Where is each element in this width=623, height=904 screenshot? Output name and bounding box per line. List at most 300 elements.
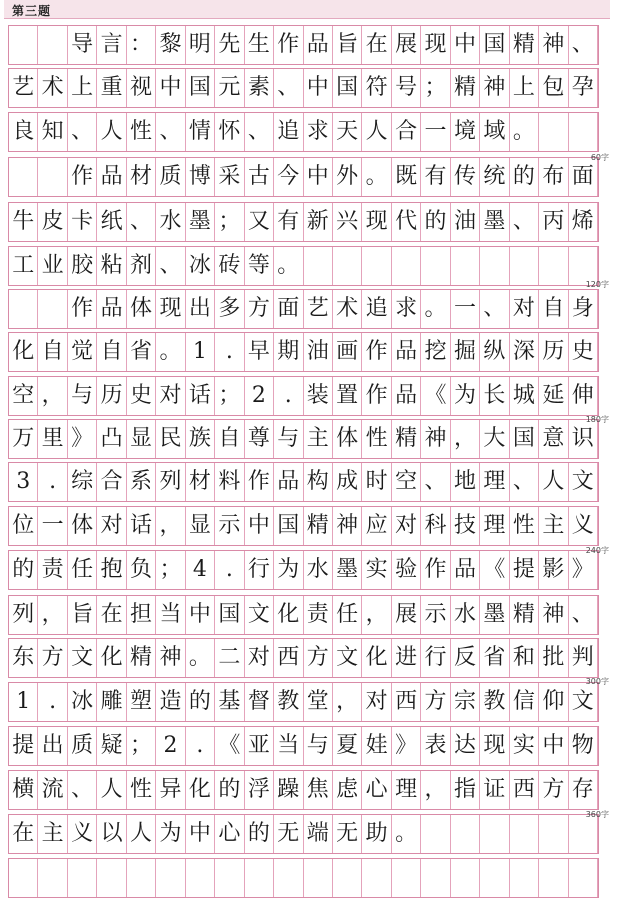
grid-cell: 砖 (215, 247, 244, 285)
grid-cell: 精 (304, 507, 333, 545)
grid-cell: 作 (68, 290, 97, 328)
grid-cell: 神 (333, 507, 362, 545)
grid-cell: . (38, 683, 67, 721)
grid-cell: 抱 (97, 551, 126, 589)
grid-cell: 质 (156, 158, 185, 196)
grid-cell: 置 (333, 377, 362, 415)
grid-cell: 材 (127, 158, 156, 196)
grid-cell: 现 (362, 203, 391, 241)
grid-cell: 担 (127, 596, 156, 634)
grid-cell (304, 859, 333, 897)
grid-cell: 4 (186, 551, 215, 589)
grid-cell: 1 (186, 333, 215, 371)
grid-cell: 验 (392, 551, 421, 589)
grid-cell: 对 (362, 683, 391, 721)
grid-cell: 达 (451, 727, 480, 765)
grid-cell: 中 (304, 69, 333, 107)
grid-cell: 和 (510, 639, 539, 677)
grid-cell (38, 26, 67, 64)
grid-cell: 话 (127, 507, 156, 545)
grid-cell: 任 (333, 596, 362, 634)
grid-cell: 文 (245, 596, 274, 634)
grid-cell: 早 (245, 333, 274, 371)
grid-cell: 精 (127, 639, 156, 677)
grid-cell: 示 (215, 507, 244, 545)
grid-cell: 工 (9, 247, 38, 285)
grid-cell: 虑 (333, 771, 362, 809)
grid-cell: 主 (539, 507, 568, 545)
grid-cell: 史 (569, 333, 598, 371)
grid-cell: 油 (451, 203, 480, 241)
grid-row (8, 726, 599, 766)
grid-cell (9, 26, 38, 64)
grid-row (8, 506, 599, 546)
grid-cell (362, 859, 391, 897)
word-count-marker-180: 180字 (585, 415, 609, 424)
grid-cell: 责 (304, 596, 333, 634)
grid-cell: 体 (333, 420, 362, 458)
grid-cell: 生 (245, 26, 274, 64)
grid-cell: 1 (9, 683, 38, 721)
grid-cell: 求 (392, 290, 421, 328)
grid-cell: 品 (274, 463, 303, 501)
grid-cell: 西 (510, 771, 539, 809)
grid-row (8, 202, 599, 242)
grid-cell: 掘 (451, 333, 480, 371)
grid-cell: 皮 (38, 203, 67, 241)
grid-cell: 历 (539, 333, 568, 371)
grid-cell: 艺 (304, 290, 333, 328)
grid-cell: 躁 (274, 771, 303, 809)
grid-cell: 追 (274, 113, 303, 151)
grid-cell (421, 859, 450, 897)
grid-cell: 《 (421, 377, 450, 415)
grid-cell: 对 (156, 377, 185, 415)
grid-cell: 多 (215, 290, 244, 328)
grid-cell: 对 (245, 639, 274, 677)
grid-cell: 采 (215, 158, 244, 196)
grid-cell: 横 (9, 771, 38, 809)
grid-cell: 先 (215, 26, 244, 64)
grid-cell: 时 (362, 463, 391, 501)
grid-cell: 传 (451, 158, 480, 196)
grid-row (8, 112, 599, 152)
grid-cell: 显 (186, 507, 215, 545)
grid-cell: 综 (68, 463, 97, 501)
grid-cell: 、 (68, 771, 97, 809)
word-count-marker-120: 120字 (585, 280, 609, 289)
grid-cell: 凸 (97, 420, 126, 458)
grid-cell: 胶 (68, 247, 97, 285)
grid-cell (333, 247, 362, 285)
grid-cell: 材 (186, 463, 215, 501)
grid-cell: 人 (97, 113, 126, 151)
grid-cell: 方 (421, 683, 450, 721)
grid-cell (38, 859, 67, 897)
grid-cell: 识 (569, 420, 598, 458)
grid-cell (68, 859, 97, 897)
grid-cell: 、 (510, 203, 539, 241)
grid-row (8, 814, 599, 854)
grid-cell: 化 (274, 596, 303, 634)
grid-cell: 与 (304, 727, 333, 765)
grid-cell: . (38, 463, 67, 501)
grid-row (8, 682, 599, 722)
grid-cell: 物 (569, 727, 598, 765)
grid-cell: 墨 (186, 203, 215, 241)
grid-cell: 疑 (97, 727, 126, 765)
grid-cell: 国 (510, 420, 539, 458)
grid-cell (539, 815, 568, 853)
grid-cell: 西 (274, 639, 303, 677)
grid-cell: 的 (510, 158, 539, 196)
grid-cell: 性 (127, 771, 156, 809)
grid-cell: 的 (215, 771, 244, 809)
grid-cell: 批 (539, 639, 568, 677)
grid-cell: 性 (510, 507, 539, 545)
grid-cell: 文 (68, 639, 97, 677)
grid-cell: 任 (68, 551, 97, 589)
grid-cell: ； (421, 69, 450, 107)
grid-cell: 夏 (333, 727, 362, 765)
grid-cell: 有 (274, 203, 303, 241)
grid-cell (539, 247, 568, 285)
grid-cell: 教 (274, 683, 303, 721)
grid-cell: 的 (245, 815, 274, 853)
grid-row (8, 462, 599, 502)
grid-cell: ， (38, 596, 67, 634)
grid-cell: 族 (186, 420, 215, 458)
grid-cell: 指 (451, 771, 480, 809)
grid-cell: 历 (97, 377, 126, 415)
grid-cell: 挖 (421, 333, 450, 371)
grid-cell: ： (127, 26, 156, 64)
grid-cell (480, 815, 509, 853)
grid-cell (304, 247, 333, 285)
grid-cell: 万 (9, 420, 38, 458)
grid-cell: 方 (38, 639, 67, 677)
grid-cell: 有 (421, 158, 450, 196)
grid-cell: 心 (362, 771, 391, 809)
grid-cell: 堂 (304, 683, 333, 721)
grid-cell (38, 158, 67, 196)
grid-cell (97, 859, 126, 897)
grid-cell: 一 (451, 290, 480, 328)
grid-cell: 情 (186, 113, 215, 151)
grid-cell: 城 (510, 377, 539, 415)
grid-cell: 冰 (186, 247, 215, 285)
grid-cell (421, 247, 450, 285)
word-count-marker-300: 300字 (585, 677, 609, 686)
grid-cell: 、 (68, 113, 97, 151)
grid-cell: 合 (392, 113, 421, 151)
grid-cell: 、 (480, 290, 509, 328)
grid-cell: ； (156, 551, 185, 589)
grid-cell: 业 (38, 247, 67, 285)
grid-cell: 深 (510, 333, 539, 371)
grid-cell: 史 (127, 377, 156, 415)
grid-cell: 作 (421, 551, 450, 589)
grid-cell: 神 (156, 639, 185, 677)
grid-cell (9, 158, 38, 196)
grid-cell: 。 (362, 158, 391, 196)
grid-cell: 在 (97, 596, 126, 634)
grid-cell: 现 (480, 727, 509, 765)
word-count-marker-240: 240字 (585, 546, 609, 555)
grid-cell: 在 (9, 815, 38, 853)
grid-cell: 存 (569, 771, 598, 809)
grid-cell: 体 (68, 507, 97, 545)
grid-cell: 兴 (333, 203, 362, 241)
grid-cell: 、 (156, 247, 185, 285)
grid-cell: 知 (38, 113, 67, 151)
grid-cell (38, 290, 67, 328)
grid-cell: 基 (215, 683, 244, 721)
grid-cell: 一 (421, 113, 450, 151)
grid-cell: 国 (480, 26, 509, 64)
grid-cell: 烯 (569, 203, 598, 241)
grid-cell: 。 (392, 815, 421, 853)
grid-cell (9, 859, 38, 897)
grid-cell: 系 (127, 463, 156, 501)
grid-cell: 信 (510, 683, 539, 721)
word-count-marker-60: 60字 (590, 153, 609, 162)
grid-cell: 负 (127, 551, 156, 589)
grid-cell: 中 (245, 507, 274, 545)
grid-cell: 进 (392, 639, 421, 677)
grid-cell: 成 (333, 463, 362, 501)
grid-cell: 提 (9, 727, 38, 765)
grid-cell: ， (38, 377, 67, 415)
grid-cell (392, 859, 421, 897)
grid-cell: 质 (68, 727, 97, 765)
grid-cell: 理 (480, 463, 509, 501)
grid-cell (569, 859, 598, 897)
grid-cell: 。 (186, 639, 215, 677)
grid-cell (510, 815, 539, 853)
grid-cell: 等 (245, 247, 274, 285)
grid-cell: 艺 (9, 69, 38, 107)
grid-cell: 行 (245, 551, 274, 589)
grid-cell: 纸 (97, 203, 126, 241)
grid-cell: 长 (480, 377, 509, 415)
grid-cell: 反 (451, 639, 480, 677)
grid-cell: 面 (274, 290, 303, 328)
grid-cell: 墨 (333, 551, 362, 589)
grid-cell: 列 (156, 463, 185, 501)
grid-cell: ， (333, 683, 362, 721)
grid-cell: 空 (392, 463, 421, 501)
grid-cell (569, 815, 598, 853)
grid-cell: 》 (569, 551, 598, 589)
grid-cell: 域 (480, 113, 509, 151)
grid-cell: 精 (510, 596, 539, 634)
grid-cell: 作 (245, 463, 274, 501)
grid-cell: 符 (362, 69, 391, 107)
grid-cell: 责 (38, 551, 67, 589)
grid-cell: 东 (9, 639, 38, 677)
grid-cell: 品 (97, 158, 126, 196)
grid-cell: 展 (392, 596, 421, 634)
grid-cell: 明 (186, 26, 215, 64)
grid-cell (539, 859, 568, 897)
grid-cell: 包 (539, 69, 568, 107)
grid-cell: 为 (274, 551, 303, 589)
grid-cell: 理 (392, 771, 421, 809)
grid-cell: 对 (97, 507, 126, 545)
grid-cell: 国 (274, 507, 303, 545)
grid-cell (362, 247, 391, 285)
grid-cell: 精 (451, 69, 480, 107)
grid-cell: 中 (539, 727, 568, 765)
grid-cell: 料 (215, 463, 244, 501)
grid-cell (480, 859, 509, 897)
grid-row (8, 157, 599, 197)
grid-cell: 娃 (362, 727, 391, 765)
grid-cell (9, 290, 38, 328)
grid-cell: 人 (539, 463, 568, 501)
grid-cell: 墨 (480, 203, 509, 241)
grid-cell: 精 (510, 26, 539, 64)
grid-cell: 化 (186, 771, 215, 809)
grid-cell: ， (451, 420, 480, 458)
grid-cell: 证 (480, 771, 509, 809)
grid-cell: 流 (38, 771, 67, 809)
grid-cell: 、 (156, 113, 185, 151)
grid-cell: 意 (539, 420, 568, 458)
grid-cell: 人 (362, 113, 391, 151)
grid-cell: 布 (539, 158, 568, 196)
grid-cell: 以 (97, 815, 126, 853)
grid-cell: 统 (480, 158, 509, 196)
grid-cell (274, 859, 303, 897)
grid-cell: 水 (451, 596, 480, 634)
grid-cell: 当 (274, 727, 303, 765)
grid-cell: 求 (304, 113, 333, 151)
grid-cell: ， (421, 771, 450, 809)
grid-cell: 黎 (156, 26, 185, 64)
grid-cell: 导 (68, 26, 97, 64)
grid-cell (186, 859, 215, 897)
grid-cell: 、 (245, 113, 274, 151)
grid-row (8, 68, 599, 108)
grid-cell (451, 859, 480, 897)
grid-cell: 上 (68, 69, 97, 107)
grid-cell: 出 (38, 727, 67, 765)
grid-cell (127, 859, 156, 897)
grid-cell (539, 113, 568, 151)
grid-cell: 的 (421, 203, 450, 241)
grid-cell: 行 (421, 639, 450, 677)
grid-cell (480, 247, 509, 285)
grid-row (8, 419, 599, 459)
grid-row (8, 376, 599, 416)
grid-cell: 品 (392, 333, 421, 371)
word-count-marker-360: 360字 (585, 810, 609, 819)
grid-cell: 素 (245, 69, 274, 107)
grid-cell: 出 (186, 290, 215, 328)
grid-cell: 浮 (245, 771, 274, 809)
grid-cell: ； (127, 727, 156, 765)
grid-cell: 号 (392, 69, 421, 107)
grid-cell: 今 (274, 158, 303, 196)
grid-cell: 科 (421, 507, 450, 545)
grid-cell: 位 (9, 507, 38, 545)
grid-cell: 与 (274, 420, 303, 458)
grid-cell: 又 (245, 203, 274, 241)
grid-cell: 、 (127, 203, 156, 241)
grid-cell: 品 (451, 551, 480, 589)
grid-cell: 身 (569, 290, 598, 328)
grid-cell: 体 (127, 290, 156, 328)
grid-cell: 展 (392, 26, 421, 64)
grid-cell: 中 (451, 26, 480, 64)
grid-cell: 提 (510, 551, 539, 589)
grid-cell: 外 (333, 158, 362, 196)
grid-cell: ； (215, 203, 244, 241)
grid-cell: 人 (127, 815, 156, 853)
grid-cell: 上 (510, 69, 539, 107)
grid-cell: 油 (304, 333, 333, 371)
grid-cell: 自 (539, 290, 568, 328)
grid-cell: 觉 (68, 333, 97, 371)
grid-cell: 冰 (68, 683, 97, 721)
grid-cell: 》 (68, 420, 97, 458)
grid-cell: 旨 (68, 596, 97, 634)
grid-cell: 大 (480, 420, 509, 458)
grid-cell: 作 (362, 377, 391, 415)
grid-cell: 化 (9, 333, 38, 371)
grid-cell: 国 (333, 69, 362, 107)
grid-cell (569, 113, 598, 151)
grid-cell: ， (156, 507, 185, 545)
grid-cell: 水 (304, 551, 333, 589)
grid-cell: 二 (215, 639, 244, 677)
grid-cell: 延 (539, 377, 568, 415)
grid-cell: 省 (480, 639, 509, 677)
grid-cell: 重 (97, 69, 126, 107)
grid-cell: 视 (127, 69, 156, 107)
grid-cell: 一 (38, 507, 67, 545)
grid-cell: 影 (539, 551, 568, 589)
grid-cell: 主 (38, 815, 67, 853)
grid-cell: 现 (421, 26, 450, 64)
grid-cell: 品 (97, 290, 126, 328)
grid-cell: 异 (156, 771, 185, 809)
question-title: 第三题 (12, 4, 52, 18)
grid-cell: 剂 (127, 247, 156, 285)
grid-cell: 中 (304, 158, 333, 196)
grid-cell: 亚 (245, 727, 274, 765)
grid-cell: 神 (539, 26, 568, 64)
grid-cell: 列 (9, 596, 38, 634)
grid-cell: 对 (510, 290, 539, 328)
grid-cell: 地 (451, 463, 480, 501)
grid-cell: 应 (362, 507, 391, 545)
grid-cell: 的 (186, 683, 215, 721)
grid-cell: 丙 (539, 203, 568, 241)
grid-cell: 、 (569, 26, 598, 64)
grid-cell: 民 (156, 420, 185, 458)
grid-cell: 墨 (480, 596, 509, 634)
grid-cell: 术 (38, 69, 67, 107)
grid-cell: 精 (392, 420, 421, 458)
grid-cell: . (274, 377, 303, 415)
grid-cell: 2 (245, 377, 274, 415)
grid-cell: 新 (304, 203, 333, 241)
grid-cell: 理 (480, 507, 509, 545)
grid-cell: 化 (362, 639, 391, 677)
